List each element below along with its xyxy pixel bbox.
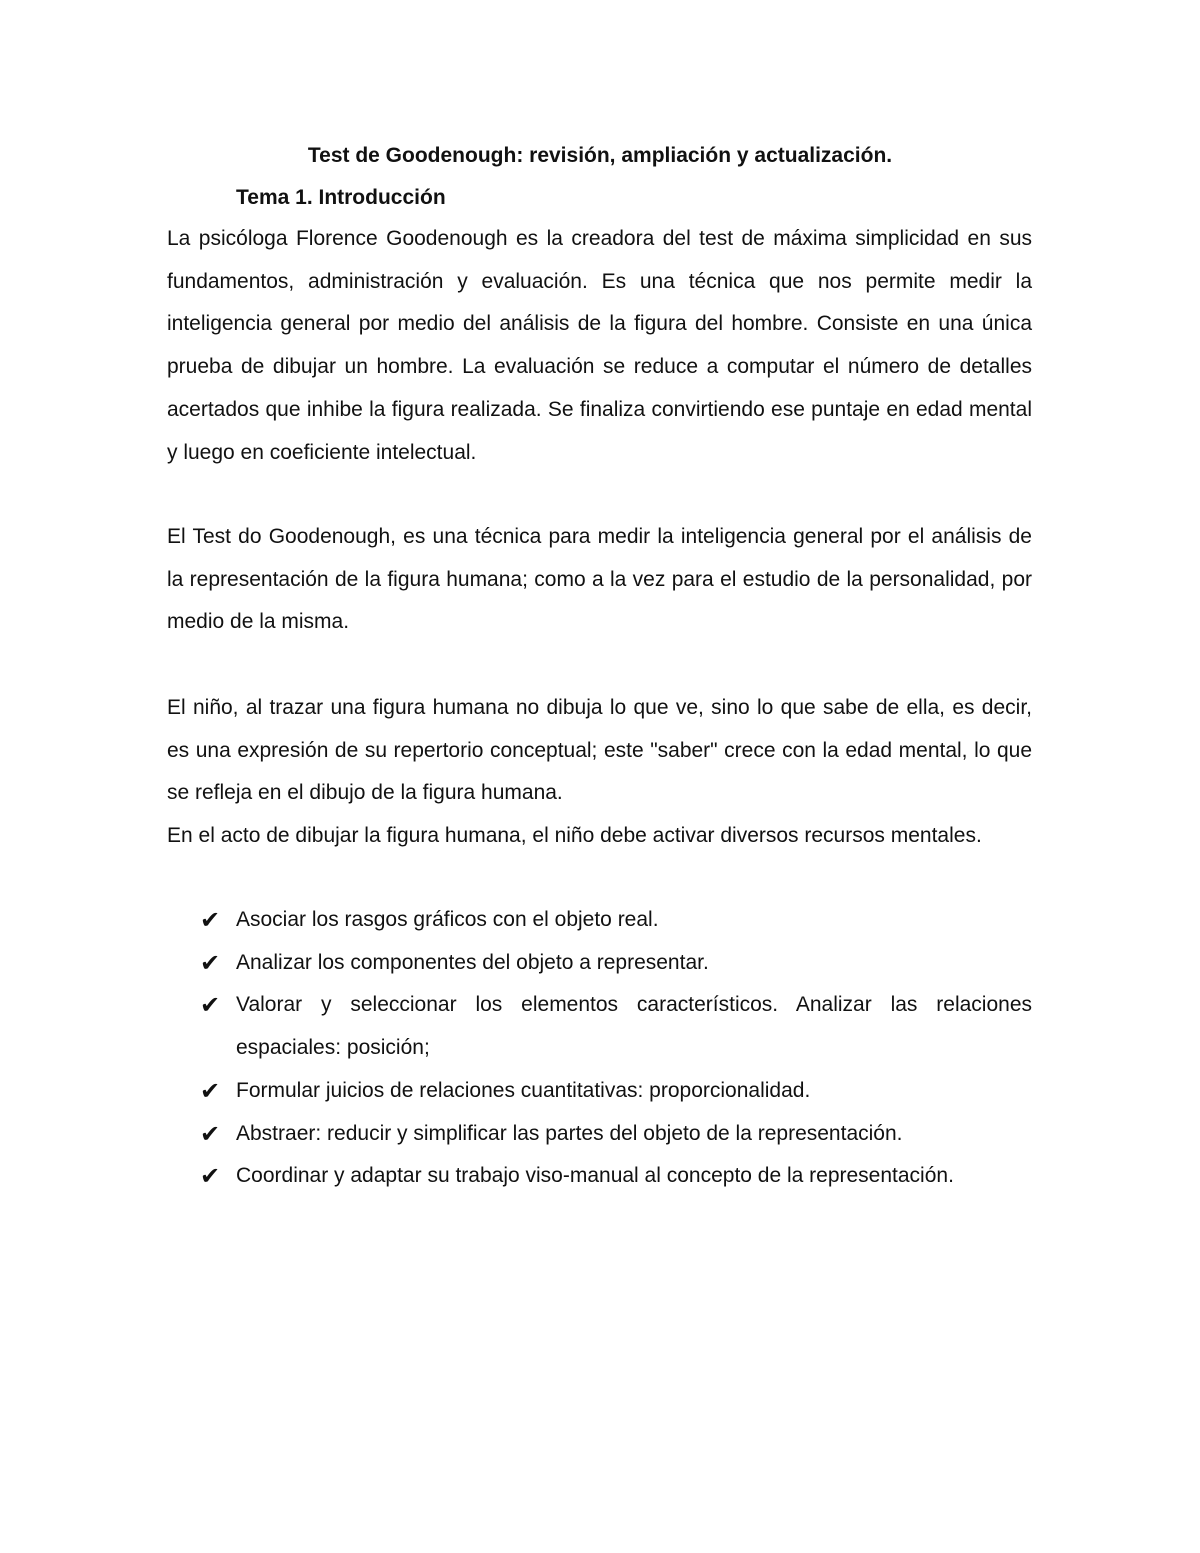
document-title: Test de Goodenough: revisión, ampliación y actualización. <box>307 144 893 167</box>
paragraph-definition: El Test do Goodenough, es una técnica para medir la inteligencia general por el análisis de la representación de la figura humana; como a la vez para el estudio de la personalidad, por medio de la misma. <box>167 525 1032 634</box>
checklist-item-text: Valorar y seleccionar los elementos característicos. Analizar las relaciones espaciales: posición; <box>236 993 1032 1060</box>
checklist-item <box>200 899 1032 942</box>
checkmark-icon: ✔ <box>200 1163 221 1191</box>
paragraph-mental-resources: En el acto de dibujar la figura humana, el niño debe activar diversos recursos mentales. <box>167 824 982 847</box>
checklist-item <box>200 1113 1032 1156</box>
checkmark-icon: ✔ <box>200 992 221 1020</box>
checkmark-icon: ✔ <box>200 949 221 977</box>
checkmark-icon: ✔ <box>200 907 221 934</box>
checklist-item-text: Coordinar y adaptar su trabajo viso-manual al concepto de la representación. <box>236 1164 954 1188</box>
checkmark-icon: ✔ <box>200 1120 221 1148</box>
checklist-item <box>200 942 1032 985</box>
checklist-item-text: Formular juicios de relaciones cuantitativas: proporcionalidad. <box>236 1078 811 1102</box>
checklist-item-text: Abstraer: reducir y simplificar las partes del objeto de la representación. <box>236 1121 903 1145</box>
section-heading: Tema 1. Introducción <box>236 186 446 209</box>
checklist-item <box>200 984 1032 1069</box>
paragraph-child-drawing: El niño, al trazar una figura humana no dibuja lo que ve, sino lo que sabe de ella, es decir, es una expresión de su repertorio conceptual; este "saber" crece con la edad mental, lo que se refleja en el dibujo de la figura humana. <box>167 696 1032 805</box>
checklist-item <box>200 1070 1032 1113</box>
checkmark-icon: ✔ <box>200 1077 221 1105</box>
checklist <box>200 899 1032 1198</box>
checklist-item-text: Asociar los rasgos gráficos con el objeto real. <box>236 908 659 931</box>
checklist-item-text: Analizar los componentes del objeto a representar. <box>236 950 709 974</box>
paragraph-intro: La psicóloga Florence Goodenough es la creadora del test de máxima simplicidad en sus fundamentos, administración y evaluación. Es una técnica que nos permite medir la inteligencia general por medio del análisis de la figura del hombre. Consiste en una única prueba de dibujar un hombre. La evaluación se reduce a computar el número de detalles acertados que inhibe la figura realizada. Se finaliza convirtiendo ese puntaje en edad mental y luego en coeficiente intelectual. <box>167 227 1032 464</box>
checklist-item <box>200 1155 1032 1198</box>
